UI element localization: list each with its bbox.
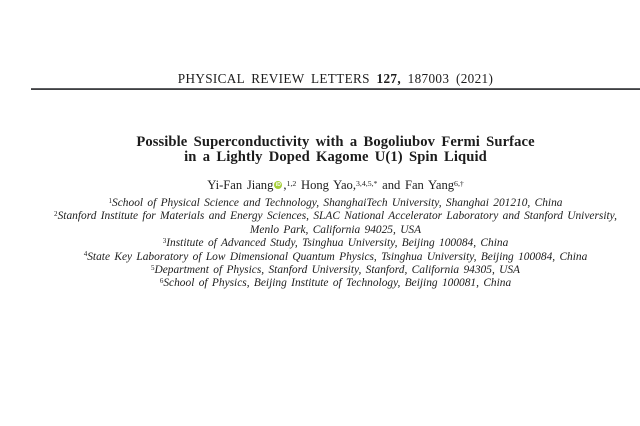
affiliation-superscript: 6 bbox=[159, 277, 164, 286]
affiliation-superscript: 1 bbox=[108, 196, 113, 205]
author-name-suffix: , bbox=[283, 178, 287, 192]
journal-header bbox=[31, 71, 640, 87]
journal-name: PHYSICAL REVIEW LETTERS bbox=[177, 71, 370, 86]
affiliation-line bbox=[31, 197, 640, 210]
paper-title-line2: in a Lightly Doped Kagome U(1) Spin Liquid bbox=[184, 149, 487, 166]
author-superscript: 6,† bbox=[454, 178, 464, 188]
author-separator: and bbox=[377, 178, 405, 192]
affiliation-text: Department of Physics, Stanford University, Stanford, California 94305, USA bbox=[154, 264, 521, 277]
orcid-icon[interactable]: iD bbox=[275, 182, 281, 188]
author-name: Fan Yang bbox=[404, 178, 455, 192]
affiliation-text: School of Physical Science and Technology, ShanghaiTech University, Shanghai 201210, China bbox=[112, 197, 563, 209]
affiliation-text: Stanford Institute for Materials and Energy Sciences, SLAC National Accelerator Laboratory and Stanford University, bbox=[57, 210, 617, 223]
affiliation-superscript: 2 bbox=[54, 210, 58, 219]
affiliation-superscript: 5 bbox=[150, 263, 155, 272]
author-name-suffix: , bbox=[352, 178, 357, 192]
author-name: Yi-Fan Jiang bbox=[207, 178, 274, 192]
author-line bbox=[31, 178, 640, 193]
paper-title-line1: Possible Superconductivity with a Bogoliubov Fermi Surface bbox=[136, 134, 535, 150]
affiliation-line bbox=[31, 277, 640, 290]
author-superscript: 1,2 bbox=[286, 178, 297, 188]
author-name: Hong Yao bbox=[300, 178, 353, 192]
affiliation-list bbox=[31, 197, 640, 291]
affiliation-line bbox=[31, 251, 640, 264]
affiliation-superscript: 3 bbox=[162, 237, 167, 246]
header-divider-rule bbox=[31, 88, 640, 90]
affiliation-superscript: 4 bbox=[83, 250, 88, 259]
author-superscript: 3,4,5,* bbox=[356, 178, 378, 188]
affiliation-line bbox=[31, 237, 640, 250]
journal-article-info: 187003 (2021) bbox=[407, 71, 494, 86]
affiliation-line bbox=[31, 264, 640, 277]
affiliation-text: School of Physics, Beijing Institute of Technology, Beijing 100081, China bbox=[163, 277, 512, 290]
affiliation-line bbox=[31, 210, 640, 223]
affiliation-line bbox=[31, 224, 640, 237]
affiliation-text: State Key Laboratory of Low Dimensional Quantum Physics, Tsinghua University, Beijing 100084, China bbox=[87, 250, 588, 263]
affiliation-text: Menlo Park, California 94025, USA bbox=[249, 223, 422, 236]
journal-volume: 127, bbox=[376, 71, 401, 86]
paper-title bbox=[31, 135, 640, 166]
affiliation-text: Institute of Advanced Study, Tsinghua University, Beijing 100084, China bbox=[166, 237, 509, 250]
